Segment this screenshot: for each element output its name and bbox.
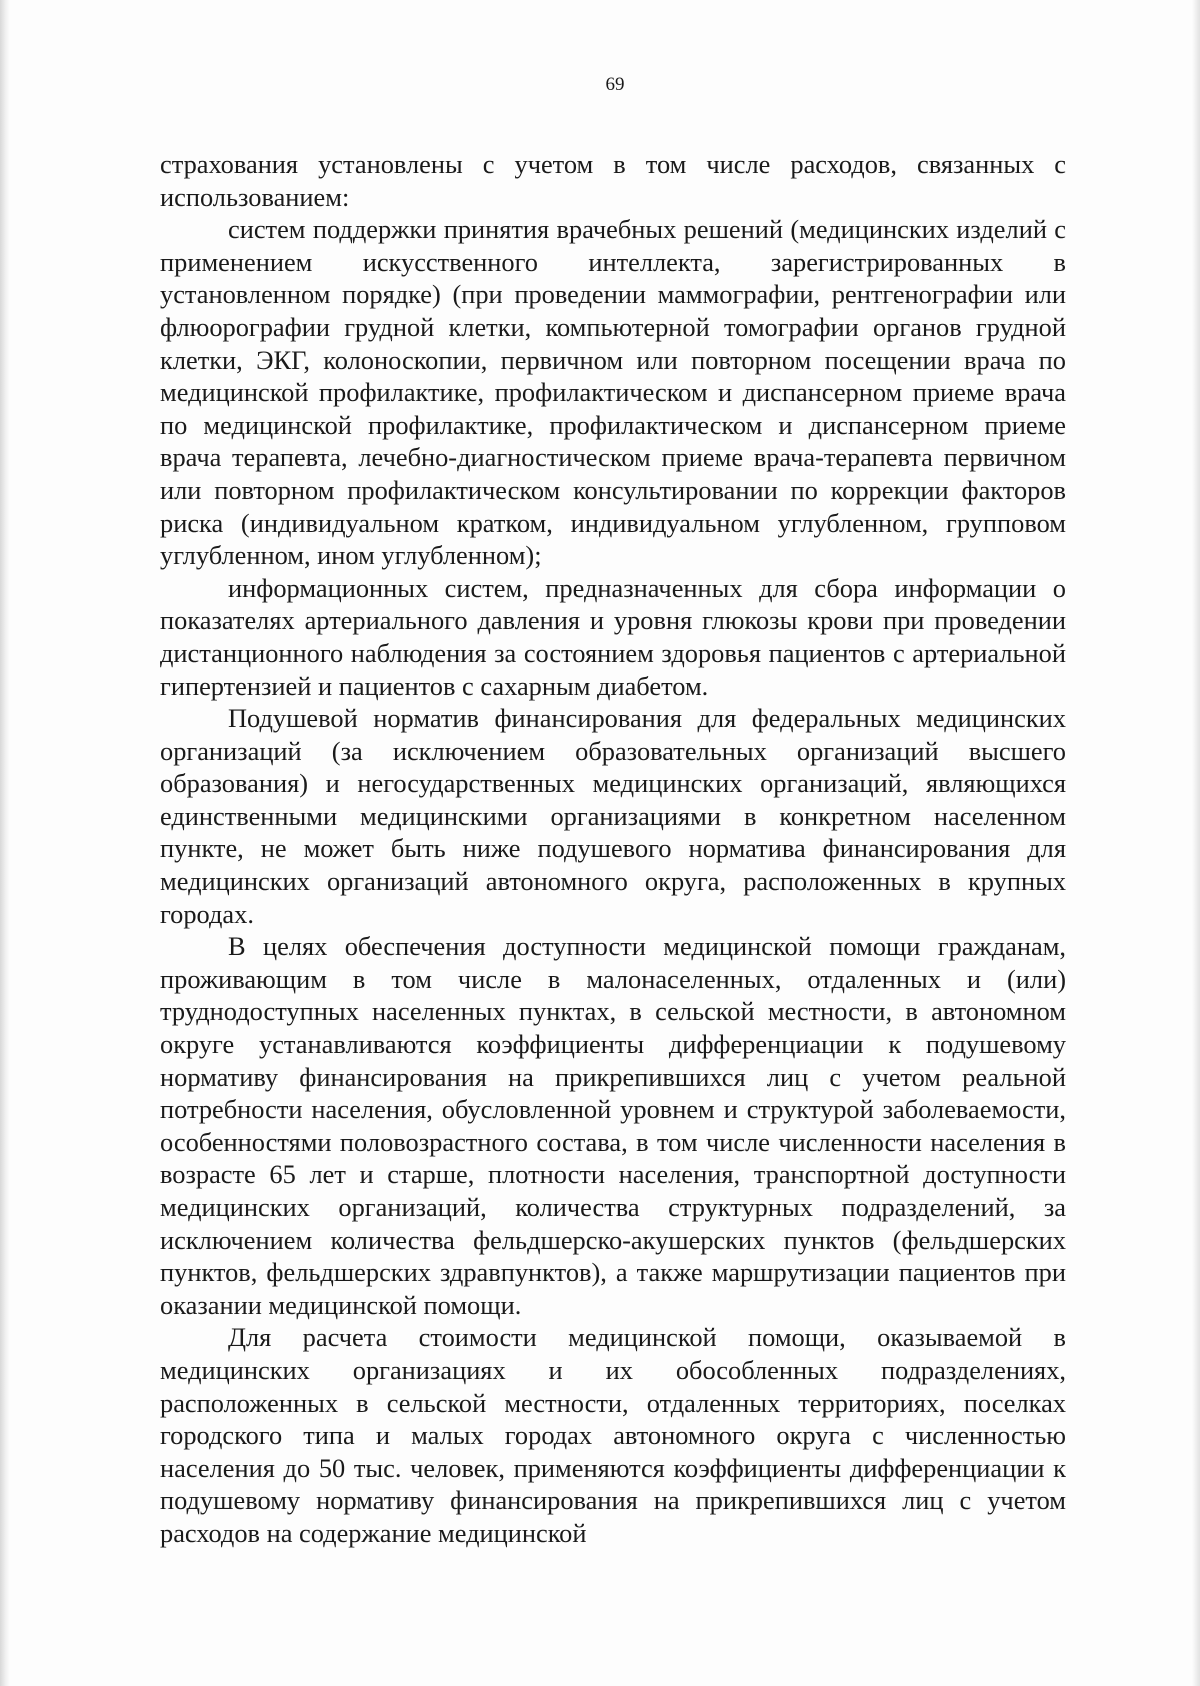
paragraph-continuation: страхования установлены с учетом в том числе расходов, связанных с использованием: [160,149,1066,212]
scan-edge-left [0,0,10,1686]
paragraph: информационных систем, предназначенных для сбора информации о показателях артериального давления и уровня глюкозы крови при проведении дистанционного наблюдения за состоянием здоровья пациентов с артериальной гипертензией и пациентов с сахарным диабетом. [160,572,1066,701]
paragraph: Подушевой норматив финансирования для федеральных медицинских организаций (за исключением образовательных организаций высшего образования) и негосударственных медицинских организаций, являющихся единственными медицинскими организациями в конкретном населенном пункте, не может быть ниже подушевого норматива финансирования для медицинских организаций автономного округа, расположенных в крупных городах. [160,703,1066,929]
paragraph: Для расчета стоимости медицинской помощи, оказываемой в медицинских организациях и их обособленных подразделениях, расположенных в сельской местности, отдаленных территориях, поселках городского типа и малых городах автономного округа с численностью населения до 50 тыс. человек, применяются коэффициенты дифференциации к подушевому нормативу финансирования на прикрепившихся лиц с учетом расходов на содержание медицинской [160,1322,1066,1548]
scan-edge-right [1192,0,1200,1686]
paragraph: В целях обеспечения доступности медицинской помощи гражданам, проживающим в том числе в малонаселенных, отдаленных и (или) труднодоступных населенных пунктах, в сельской местности, в автономном округе устанавливаются коэффициенты дифференциации к подушевому нормативу финансирования на прикрепившихся лиц с учетом реальной потребности населения, обусловленной уровнем и структурой заболеваемости, особенностями половозрастного состава, в том числе численности населения в возрасте 65 лет и старше, плотности населения, транспортной доступности медицинских организаций, количества структурных подразделений, за исключением количества фельдшерско-акушерских пунктов (фельдшерских пунктов, фельдшерских здравпунктов), а также маршрутизации пациентов при оказании медицинской помощи. [160,931,1066,1320]
document-body [160,148,1066,1550]
paragraph: систем поддержки принятия врачебных решений (медицинских изделий с применением искусственного интеллекта, зарегистрированных в установленном порядке) (при проведении маммографии, рентгенографии или флюорографии грудной клетки, компьютерной томографии органов грудной клетки, ЭКГ, колоноскопии, первичном или повторном посещении врача по медицинской профилактике, профилактическом и диспансерном приеме врача по медицинской профилактике, профилактическом и диспансерном приеме врача терапевта, лечебно-диагностическом приеме врача-терапевта первичном или повторном профилактическом консультировании по коррекции факторов риска (индивидуальном кратком, индивидуальном углубленном, групповом углубленном, ином углубленном); [160,214,1066,571]
page-number: 69 [605,74,625,95]
